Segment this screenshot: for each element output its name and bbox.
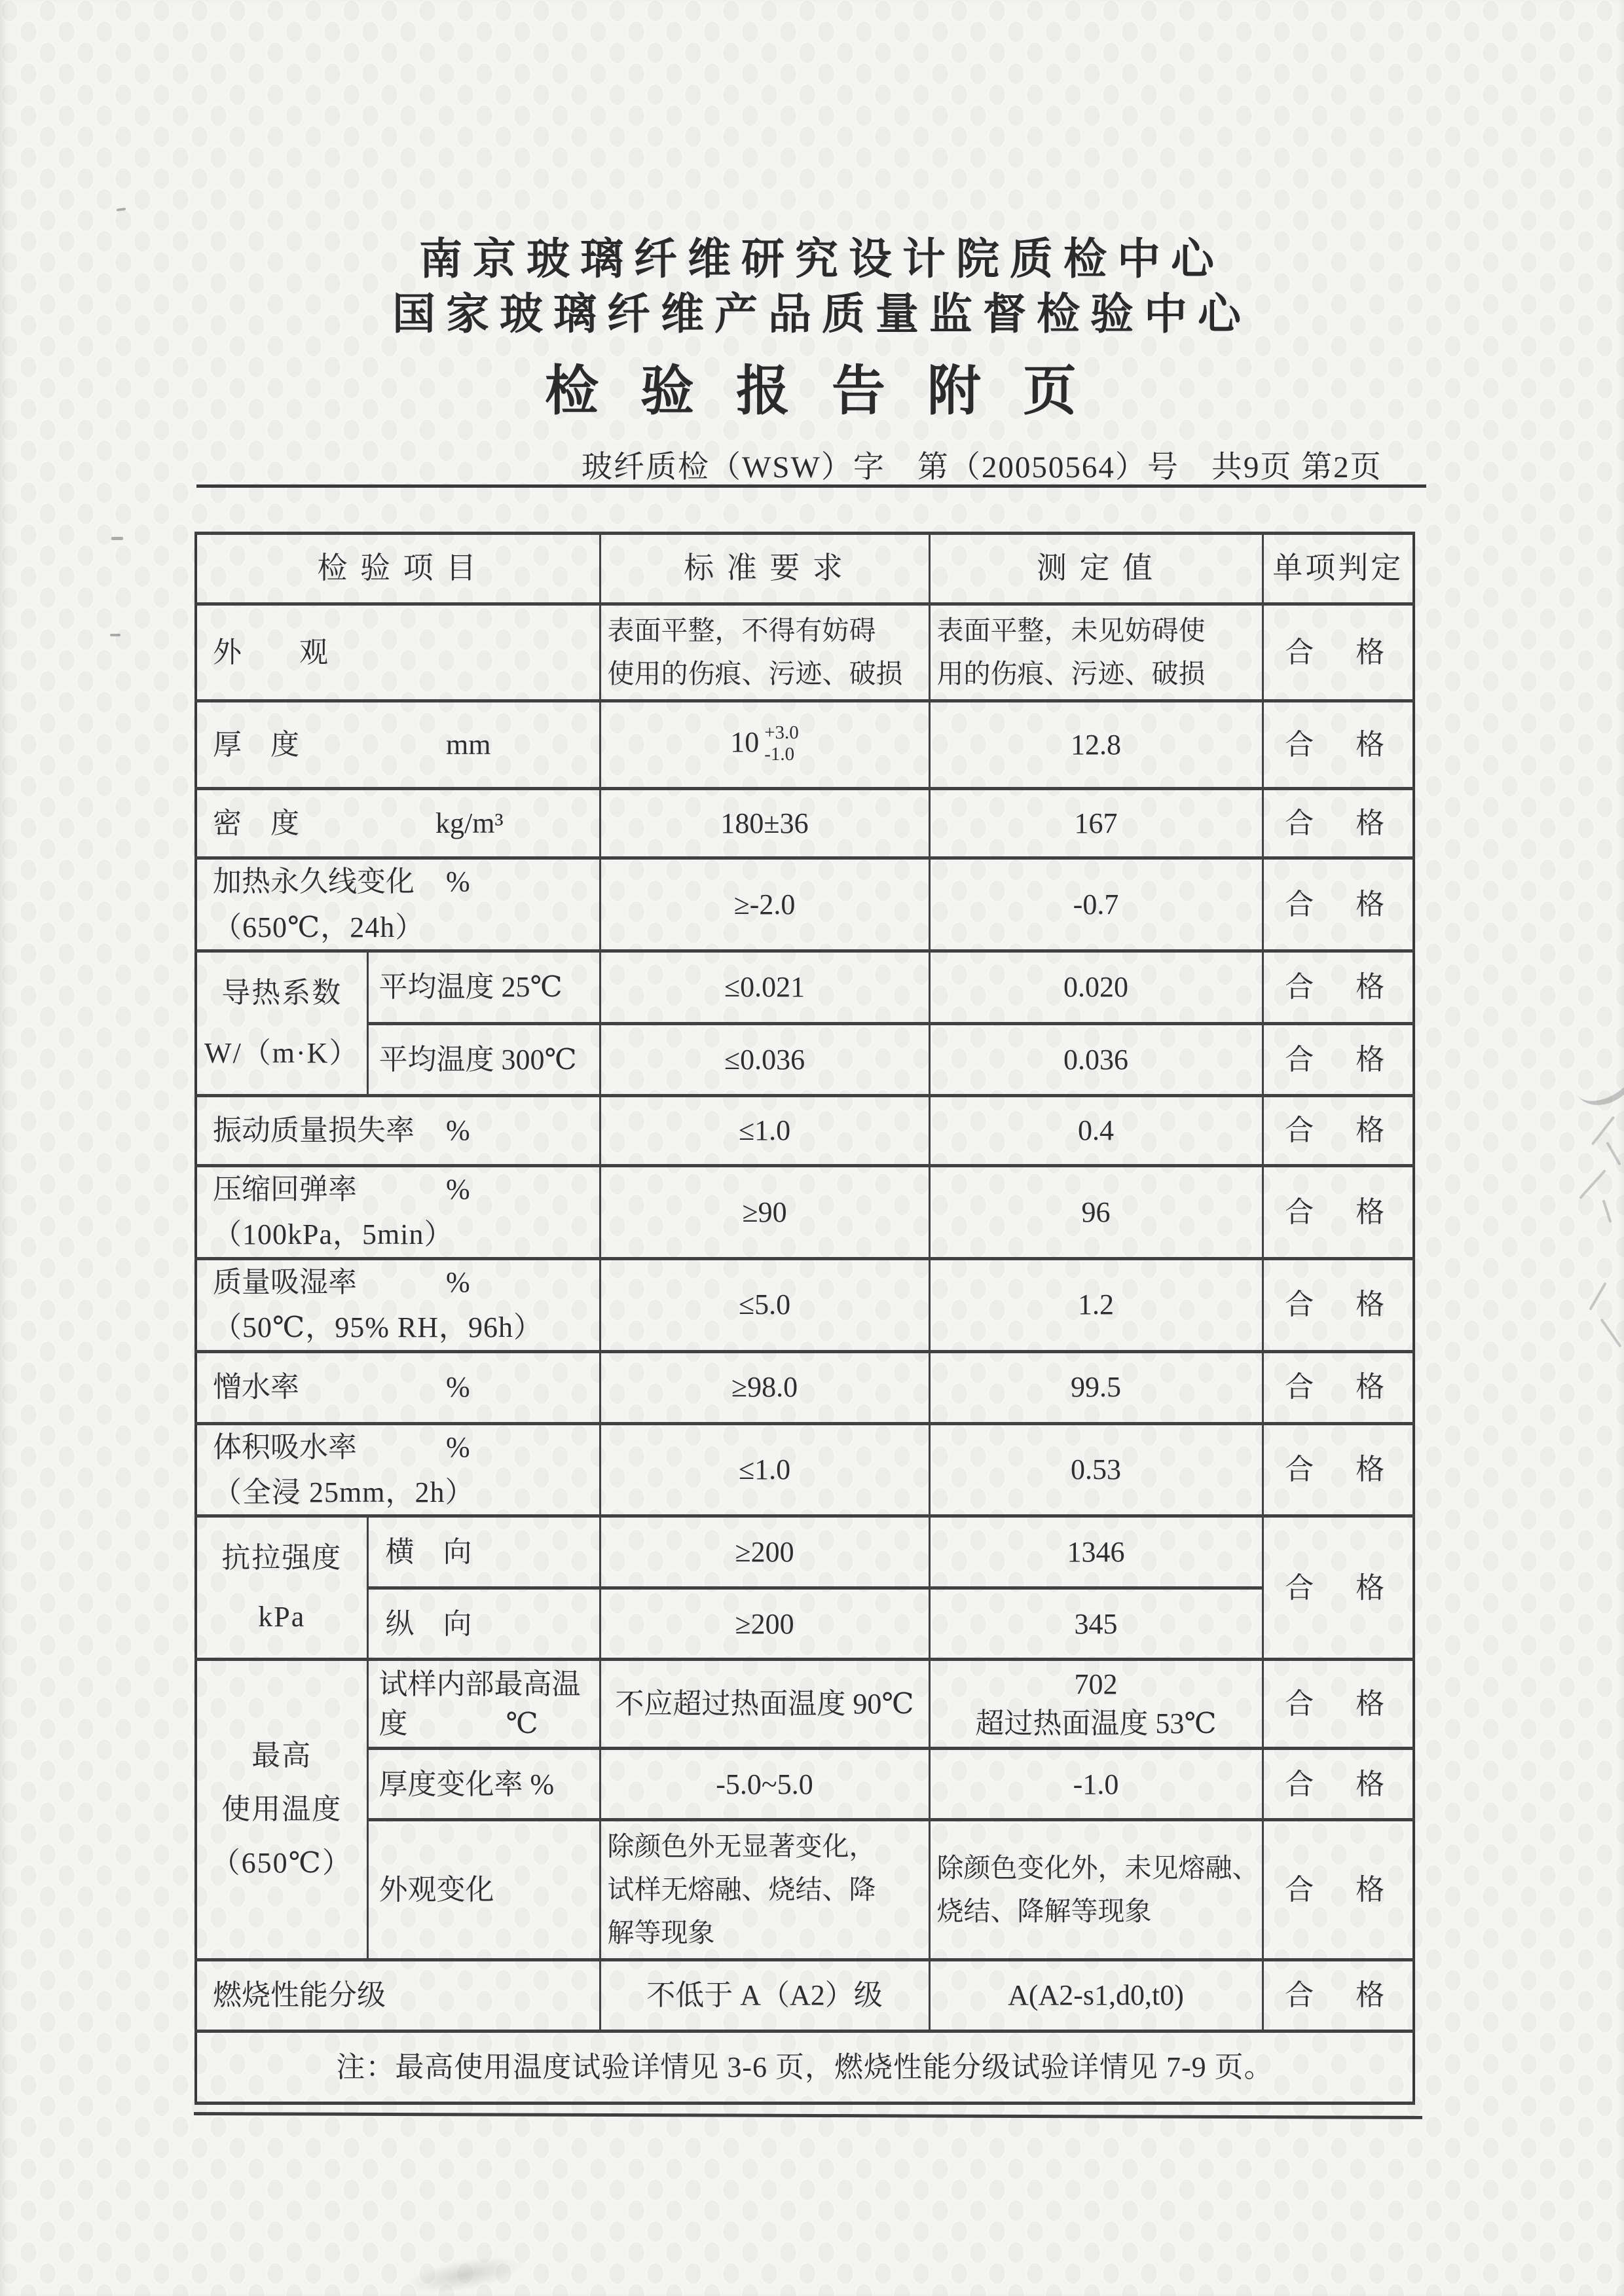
cell-compression-judgment: 合 格 <box>1263 1165 1414 1258</box>
note-text: 注：最高使用温度试验详情见 3-6 页，燃烧性能分级试验详情见 7-9 页。 <box>196 2032 1414 2104</box>
cell-thermal-conductivity-group <box>196 951 367 1095</box>
item-label: 憎水率 <box>213 1371 299 1404</box>
cell-thermal-300-standard: ≤0.036 <box>600 1023 929 1095</box>
org-title-line1: 南京玻璃纤维研究设计院质检中心 <box>419 236 1225 283</box>
cell-appearance-judgment: 合 格 <box>1263 604 1414 701</box>
table-header-row <box>196 534 1414 604</box>
cell-moisture-standard: ≤5.0 <box>600 1258 929 1351</box>
cell-vibration-item <box>196 1095 600 1165</box>
cell-heating-change-measured: -0.7 <box>929 858 1263 951</box>
cell-tensile-transverse-standard: ≥200 <box>600 1516 929 1588</box>
item-label: 厚 度 <box>213 728 299 761</box>
table-row <box>196 1749 1414 1820</box>
tolerance-plus: +3.0 <box>764 721 799 743</box>
item-condition: （100kPa，5min） <box>213 1218 454 1251</box>
cell-combustion-item: 燃烧性能分级 <box>196 1960 600 2032</box>
cell-thickness-judgment: 合 格 <box>1263 701 1414 789</box>
item-unit: % <box>446 1114 470 1147</box>
footer-rule <box>194 2112 1422 2119</box>
cell-moisture-item <box>196 1258 600 1351</box>
header-judgment: 单项判定 <box>1263 534 1414 604</box>
cell-tensile-longitudinal-standard: ≥200 <box>600 1588 929 1660</box>
item-unit: % <box>446 1173 470 1205</box>
cell-internal-temp-judgment: 合 格 <box>1263 1660 1414 1749</box>
cell-tensile-longitudinal-measured: 345 <box>929 1588 1263 1660</box>
text-line: 试样内部最高温 <box>378 1668 581 1701</box>
cell-water-absorption-standard: ≤1.0 <box>600 1423 929 1516</box>
item-unit: ℃ <box>506 1707 538 1740</box>
header-item: 检 验 项 目 <box>196 534 600 604</box>
cell-tensile-group <box>196 1516 367 1660</box>
tolerance-minus: -1.0 <box>764 743 795 765</box>
cell-density-standard: 180±36 <box>600 789 929 858</box>
cell-vibration-judgment: 合 格 <box>1263 1095 1414 1165</box>
text-line: 试样无熔融、烧结、降 <box>607 1874 876 1904</box>
table-row <box>196 1588 1414 1660</box>
cell-appearance-change-judgment: 合 格 <box>1263 1820 1414 1960</box>
table-note-row <box>196 2032 1414 2104</box>
text-line: 使用的伤痕、污迹、破损 <box>607 658 903 689</box>
cell-appearance-change-measured <box>929 1820 1263 1960</box>
item-unit: kg/m³ <box>435 807 504 839</box>
scan-artifact-handwriting <box>1591 1116 1615 1145</box>
group-label-line: kPa <box>258 1601 306 1633</box>
table-row <box>196 701 1414 789</box>
cell-moisture-measured: 1.2 <box>929 1258 1263 1351</box>
table-row <box>196 951 1414 1023</box>
item-label: 压缩回弹率 <box>213 1173 357 1205</box>
cell-thickness-change-judgment: 合 格 <box>1263 1749 1414 1820</box>
cell-density-judgment: 合 格 <box>1263 789 1414 858</box>
table-row <box>196 1258 1414 1351</box>
cell-thickness-change-subitem: 厚度变化率 % <box>367 1749 600 1820</box>
item-label: 体积吸水率 <box>213 1430 357 1463</box>
cell-heating-change-item <box>196 858 600 951</box>
scan-artifact-handwriting <box>1589 1282 1606 1311</box>
cell-appearance-item: 外 观 <box>196 604 600 701</box>
scan-artifact-speck <box>111 537 123 540</box>
item-condition: （全浸 25mm，2h） <box>213 1476 475 1508</box>
cell-combustion-standard: 不低于 A（A2）级 <box>600 1960 929 2032</box>
cell-thickness-standard <box>600 701 929 789</box>
cell-appearance-standard <box>600 604 929 701</box>
table-row <box>196 1165 1414 1258</box>
cell-thermal-25-judgment: 合 格 <box>1263 951 1414 1023</box>
cell-internal-temp-standard: 不应超过热面温度 90℃ <box>600 1660 929 1749</box>
cell-thermal-25-subitem: 平均温度 25℃ <box>367 951 600 1023</box>
group-label-line: 使用温度 <box>221 1793 342 1826</box>
text-line: 解等现象 <box>607 1917 715 1948</box>
cell-thermal-300-subitem: 平均温度 300℃ <box>367 1023 600 1095</box>
cell-density-item <box>196 789 600 858</box>
cell-combustion-judgment: 合 格 <box>1263 1960 1414 2032</box>
table-row <box>196 1820 1414 1960</box>
tolerance-base: 10 <box>730 726 760 759</box>
cell-thermal-25-standard: ≤0.021 <box>600 951 929 1023</box>
text-line: 除颜色外无显著变化， <box>607 1831 876 1862</box>
cell-tensile-transverse-subitem: 横 向 <box>367 1516 600 1588</box>
cell-thermal-300-judgment: 合 格 <box>1263 1023 1414 1095</box>
tolerance-stack <box>764 722 799 766</box>
table-row <box>196 789 1414 858</box>
cell-tensile-longitudinal-subitem: 纵 向 <box>367 1588 600 1660</box>
group-label-line: W/（m·K） <box>204 1036 360 1069</box>
cell-hydrophobicity-item <box>196 1351 600 1423</box>
text-line: 烧结、降解等现象 <box>936 1895 1152 1926</box>
report-title: 检验报告附页 <box>544 361 1118 421</box>
scan-artifact-handwriting <box>1606 1142 1621 1166</box>
scan-artifact-curve <box>1565 1044 1624 1116</box>
group-label-line: 抗拉强度 <box>221 1542 342 1575</box>
cell-appearance-change-subitem: 外观变化 <box>367 1820 600 1960</box>
cell-thermal-300-measured: 0.036 <box>929 1023 1263 1095</box>
scan-artifact-speck <box>110 634 120 636</box>
cell-thickness-change-standard: -5.0~5.0 <box>600 1749 929 1820</box>
table-row <box>196 1660 1414 1749</box>
table-row <box>196 1095 1414 1165</box>
group-label-line: （650℃） <box>211 1847 352 1880</box>
table-row <box>196 604 1414 701</box>
text-line: 度 <box>378 1707 408 1740</box>
item-unit: % <box>446 1371 470 1404</box>
cell-hydrophobicity-standard: ≥98.0 <box>600 1351 929 1423</box>
scan-artifact-handwriting <box>1579 1169 1606 1199</box>
cell-vibration-measured: 0.4 <box>929 1095 1263 1165</box>
cell-heating-change-standard: ≥-2.0 <box>600 858 929 951</box>
group-label-line: 导热系数 <box>221 976 342 1009</box>
report-number-line: 玻纤质检（WSW）字 第（20050564）号 共9页 第2页 <box>581 450 1382 484</box>
cell-heating-change-judgment: 合 格 <box>1263 858 1414 951</box>
cell-vibration-standard: ≤1.0 <box>600 1095 929 1165</box>
cell-water-absorption-measured: 0.53 <box>929 1423 1263 1516</box>
cell-compression-measured: 96 <box>929 1165 1263 1258</box>
cell-compression-standard: ≥90 <box>600 1165 929 1258</box>
cell-max-service-temp-group <box>196 1660 367 1960</box>
cell-appearance-measured <box>929 604 1263 701</box>
item-condition: （650℃，24h） <box>213 911 425 943</box>
scan-artifact-smudge <box>404 2250 525 2296</box>
cell-thickness-measured: 12.8 <box>929 701 1263 789</box>
cell-thermal-25-measured: 0.020 <box>929 951 1263 1023</box>
header-standard: 标 准 要 求 <box>600 534 929 604</box>
group-label-line: 最高 <box>251 1740 312 1772</box>
text-line: 除颜色变化外，未见熔融、 <box>936 1853 1259 1884</box>
table-row <box>196 1351 1414 1423</box>
header-measured: 测 定 值 <box>929 534 1263 604</box>
item-condition: （50℃，95% RH，96h） <box>213 1311 543 1344</box>
text-line: 表面平整，未见妨碍使 <box>936 615 1206 646</box>
item-label: 加热永久线变化 <box>213 866 415 898</box>
cell-appearance-change-standard <box>600 1820 929 1960</box>
cell-water-absorption-item <box>196 1423 600 1516</box>
text-line: 用的伤痕、污迹、破损 <box>936 658 1206 689</box>
item-unit: % <box>446 866 470 898</box>
table-row <box>196 1023 1414 1095</box>
cell-hydrophobicity-measured: 99.5 <box>929 1351 1263 1423</box>
text-line: 表面平整，不得有妨碍 <box>607 615 876 646</box>
text-line: 702 <box>1074 1668 1118 1701</box>
inspection-table <box>194 532 1415 2105</box>
table-row <box>196 1423 1414 1516</box>
cell-water-absorption-judgment: 合 格 <box>1263 1423 1414 1516</box>
scan-artifact-handwriting <box>1600 1319 1621 1348</box>
cell-combustion-measured: A(A2-s1,d0,t0) <box>929 1960 1263 2032</box>
cell-thickness-change-measured: -1.0 <box>929 1749 1263 1820</box>
org-title-line2: 国家玻璃纤维产品质量监督检验中心 <box>392 291 1251 338</box>
scan-artifact-speck <box>117 208 126 211</box>
cell-thickness-item <box>196 701 600 789</box>
cell-tensile-judgment: 合 格 <box>1263 1516 1414 1660</box>
item-label: 质量吸湿率 <box>213 1266 357 1298</box>
cell-compression-item <box>196 1165 600 1258</box>
table-row <box>196 1516 1414 1588</box>
item-label: 密 度 <box>213 807 299 839</box>
cell-internal-temp-subitem <box>367 1660 600 1749</box>
item-unit: % <box>446 1266 470 1298</box>
header-rule <box>196 484 1426 488</box>
scan-artifact-handwriting <box>1602 1199 1612 1222</box>
cell-hydrophobicity-judgment: 合 格 <box>1263 1351 1414 1423</box>
table-row <box>196 1960 1414 2032</box>
item-label: 振动质量损失率 <box>213 1114 415 1147</box>
table-row <box>196 858 1414 951</box>
cell-density-measured: 167 <box>929 789 1263 858</box>
cell-moisture-judgment: 合 格 <box>1263 1258 1414 1351</box>
item-unit: mm <box>446 728 491 761</box>
cell-tensile-transverse-measured: 1346 <box>929 1516 1263 1588</box>
text-line: 超过热面温度 53℃ <box>975 1707 1217 1740</box>
item-unit: % <box>446 1430 470 1463</box>
cell-internal-temp-measured <box>929 1660 1263 1749</box>
